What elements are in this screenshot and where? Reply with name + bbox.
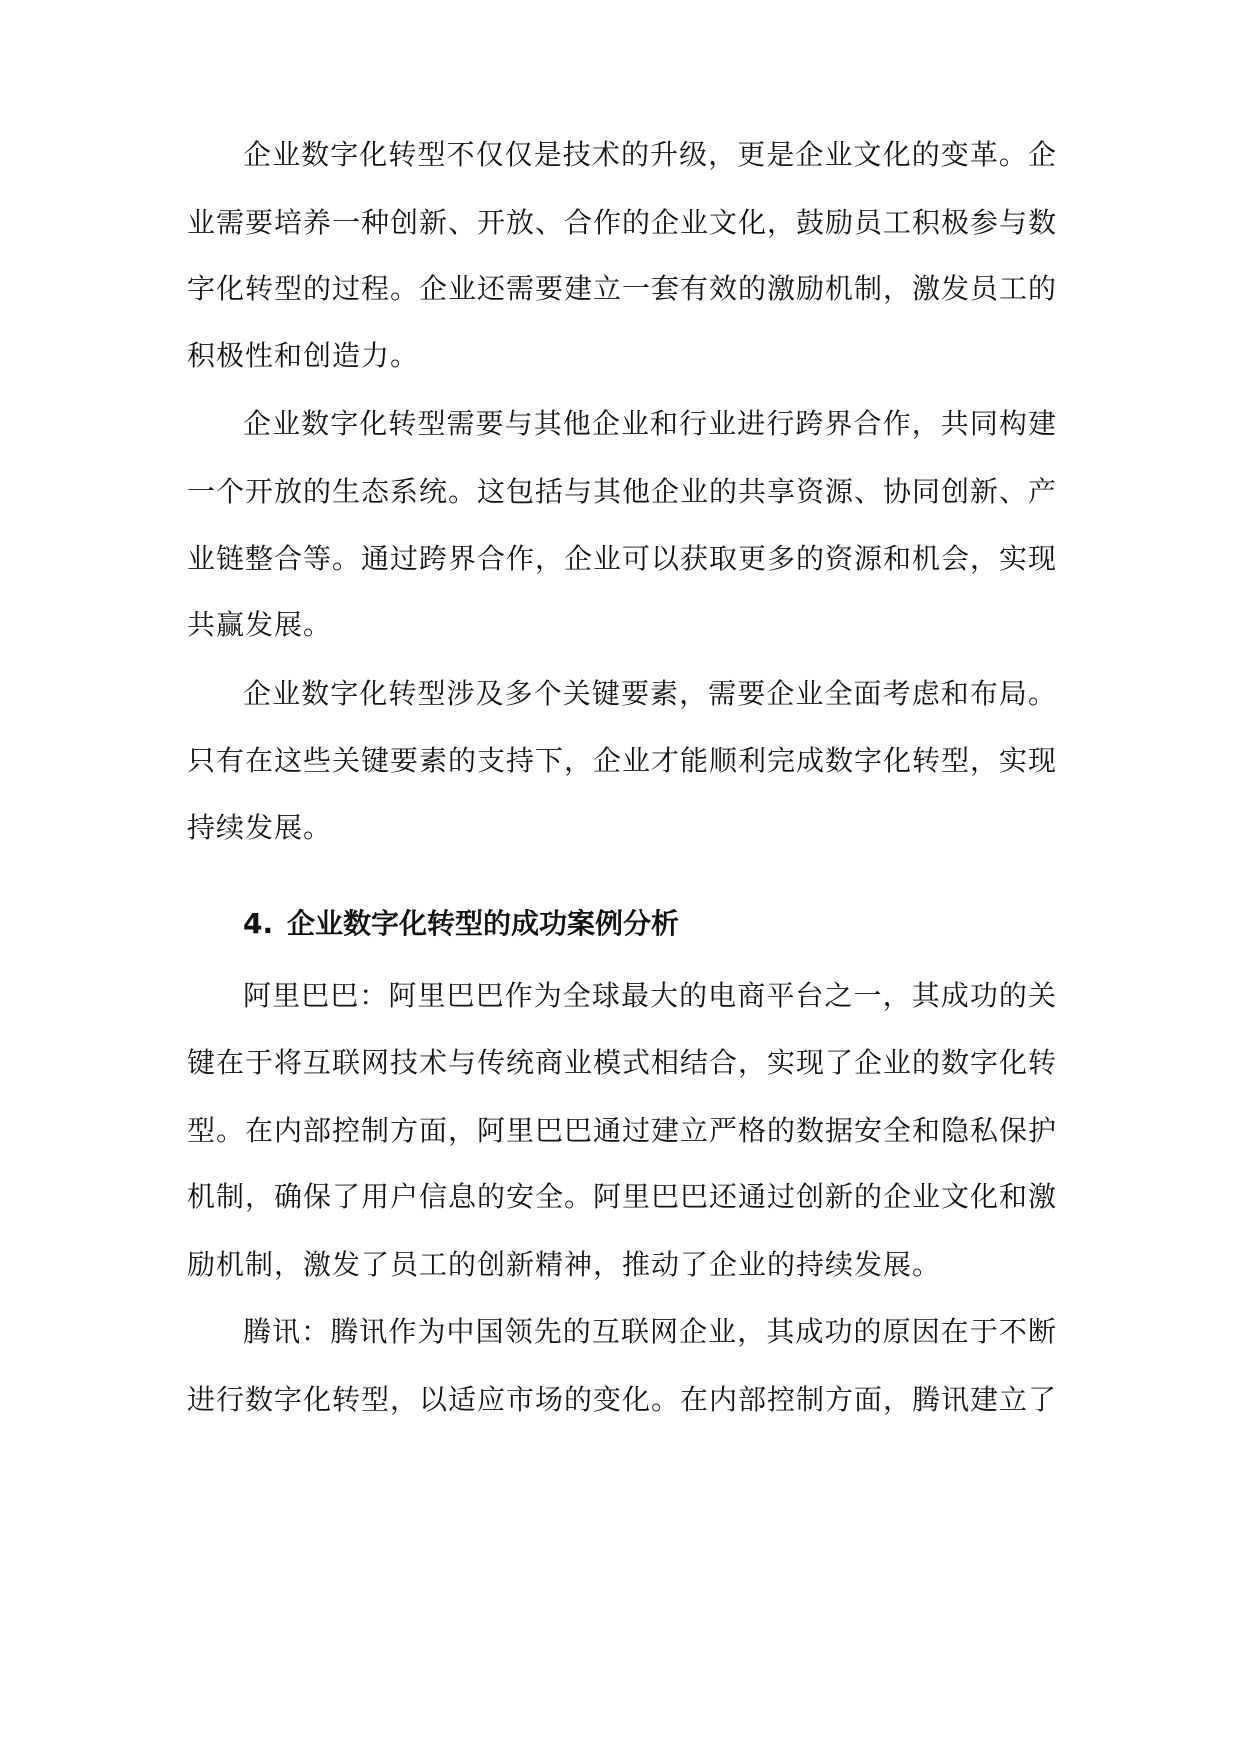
paragraph-2-line-4: 共赢发展。: [187, 608, 333, 641]
paragraph-4-line-2: 键在于将互联网技术与传统商业模式相结合，实现了企业的数字化转: [187, 1046, 1058, 1079]
paragraph-1-line-4: 积极性和创造力。: [187, 339, 420, 372]
paragraph-2-line-1: 企业数字化转型需要与其他企业和行业进行跨界合作，共同构建: [243, 407, 1057, 440]
paragraph-4-line-4: 机制，确保了用户信息的安全。阿里巴巴还通过创新的企业文化和激: [187, 1180, 1058, 1213]
paragraph-3-line-2: 只有在这些关键要素的支持下，企业才能顺利完成数字化转型，实现: [187, 744, 1058, 777]
paragraph-1-line-2: 业需要培养一种创新、开放、合作的企业文化，鼓励员工积极参与数: [187, 206, 1058, 239]
section-heading-number: 4.: [243, 907, 274, 940]
section-heading-title: 企业数字化转型的成功案例分析: [287, 907, 680, 940]
paragraph-3-line-1: 企业数字化转型涉及多个关键要素，需要企业全面考虑和布局。: [243, 677, 1057, 710]
paragraph-1-line-1: 企业数字化转型不仅仅是技术的升级，更是企业文化的变革。企: [243, 138, 1057, 171]
paragraph-4-line-3: 型。在内部控制方面，阿里巴巴通过建立严格的数据安全和隐私保护: [187, 1114, 1058, 1147]
section-heading: [243, 904, 1057, 944]
paragraph-5-line-1: 腾讯：腾讯作为中国领先的互联网企业，其成功的原因在于不断: [243, 1315, 1057, 1348]
paragraph-3-line-3: 持续发展。: [187, 811, 333, 844]
paragraph-1-line-3: 字化转型的过程。企业还需要建立一套有效的激励机制，激发员工的: [187, 272, 1058, 305]
paragraph-2-line-3: 业链整合等。通过跨界合作，企业可以获取更多的资源和机会，实现: [187, 542, 1058, 575]
paragraph-2-line-2: 一个开放的生态系统。这包括与其他企业的共享资源、协同创新、产: [187, 475, 1058, 508]
paragraph-5-line-2: 进行数字化转型，以适应市场的变化。在内部控制方面，腾讯建立了: [187, 1383, 1058, 1416]
paragraph-4-line-1: 阿里巴巴：阿里巴巴作为全球最大的电商平台之一，其成功的关: [243, 979, 1057, 1012]
paragraph-4-line-5: 励机制，激发了员工的创新精神，推动了企业的持续发展。: [187, 1248, 942, 1281]
